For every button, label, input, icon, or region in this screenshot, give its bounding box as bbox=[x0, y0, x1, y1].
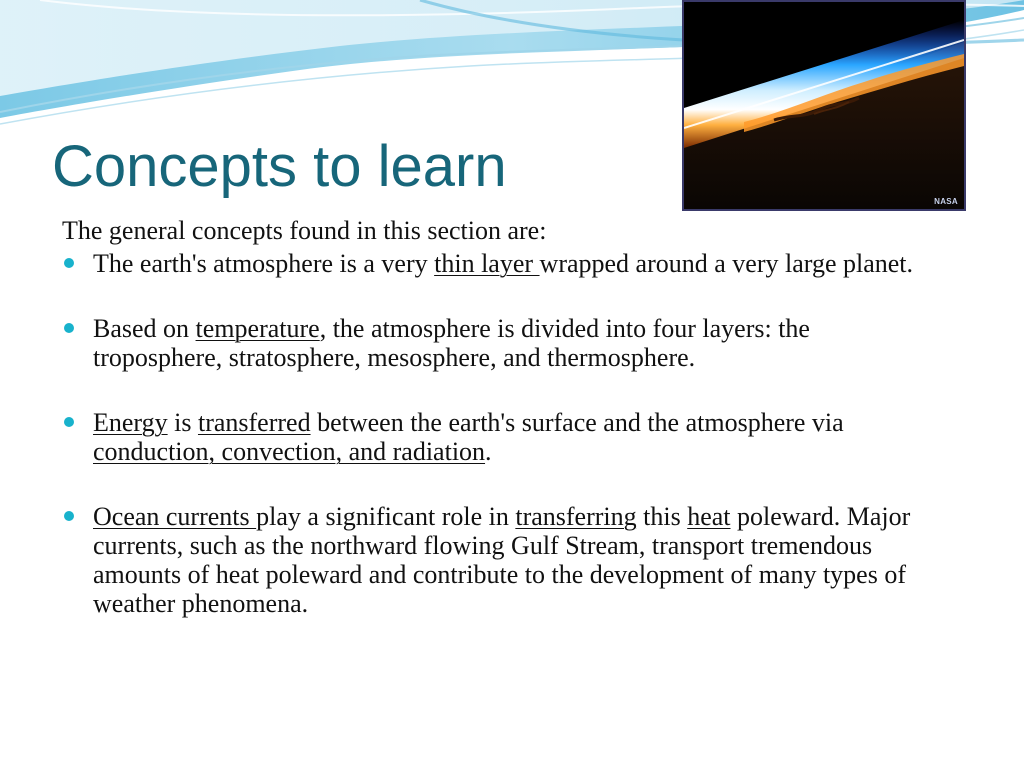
underlined-term: transferred bbox=[197, 408, 311, 437]
bullet-text: . bbox=[485, 437, 492, 466]
photo-credit: NASA bbox=[934, 197, 958, 206]
bullet-text: wrapped around a very large planet. bbox=[539, 249, 914, 278]
bullet-dot-icon bbox=[64, 258, 74, 268]
concept-bullet-item bbox=[62, 249, 942, 278]
bullet-text: play a significant role in bbox=[256, 502, 516, 531]
underlined-term: transferring bbox=[515, 502, 637, 531]
underlined-term: Energy bbox=[93, 408, 168, 437]
intro-text: The general concepts found in this section are: bbox=[62, 216, 547, 245]
slide-title: Concepts to learn bbox=[52, 134, 507, 199]
bullet-text: is bbox=[167, 408, 198, 437]
slide-body bbox=[62, 216, 942, 654]
concept-bullet-list bbox=[62, 249, 942, 618]
bullet-text: The earth's atmosphere is a very bbox=[93, 249, 435, 278]
earth-atmosphere-photo bbox=[682, 0, 966, 211]
underlined-term: temperature bbox=[195, 314, 320, 343]
underlined-term: thin layer bbox=[434, 249, 540, 278]
underlined-term: heat bbox=[687, 502, 731, 531]
underlined-term: Ocean currents bbox=[93, 502, 257, 531]
bullet-text: this bbox=[636, 502, 688, 531]
bullet-dot-icon bbox=[64, 323, 74, 333]
underlined-term: conduction, convection, and radiation bbox=[93, 437, 486, 466]
bullet-text: poleward. Major currents, such as the northward flowing Gulf Stream, transport tremendous amounts of heat poleward and contribute to the development of many types of weather phenomena. bbox=[93, 502, 911, 618]
concept-bullet-item bbox=[62, 408, 942, 466]
earth-atmosphere-image bbox=[684, 2, 964, 209]
bullet-text: Based on bbox=[93, 314, 196, 343]
bullet-dot-icon bbox=[64, 511, 74, 521]
bullet-text: , the atmosphere is divided into four layers: the troposphere, stratosphere, mesosphere, and thermosphere. bbox=[93, 314, 810, 372]
bullet-text: between the earth's surface and the atmosphere via bbox=[310, 408, 844, 437]
concept-bullet-item bbox=[62, 314, 942, 372]
bullet-dot-icon bbox=[64, 417, 74, 427]
concept-bullet-item bbox=[62, 502, 942, 618]
